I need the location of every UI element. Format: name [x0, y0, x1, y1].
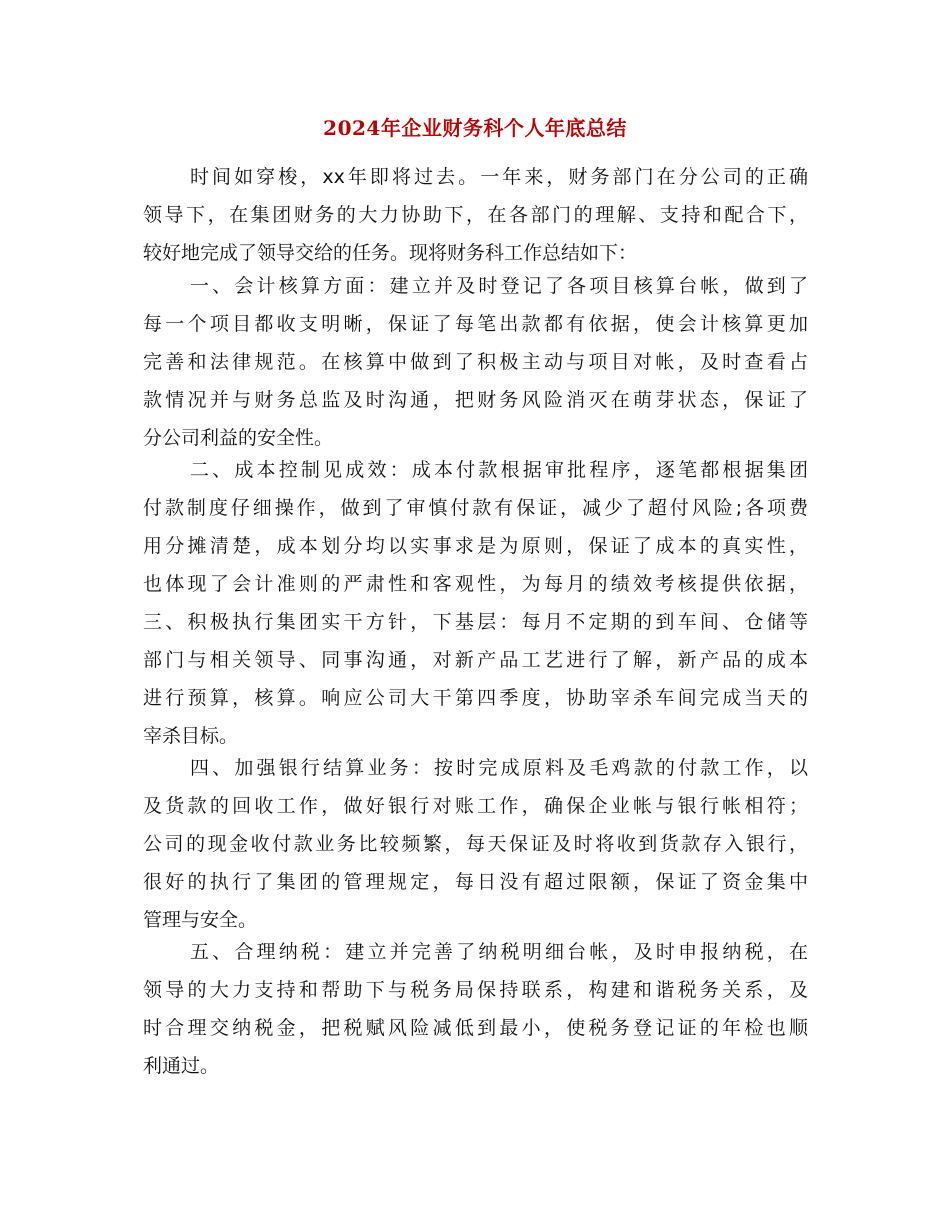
paragraph-line: 每一个项目都收支明晰，保证了每笔出款都有依据，使会计核算更加 [143, 313, 808, 335]
paragraph-line: 公司的现金收付款业务比较频繁，每天保证及时将收到货款存入银行， [143, 833, 808, 855]
paragraph-line: 款情况并与财务总监及时沟通，把财务风险消灭在萌芽状态，保证了 [143, 389, 808, 411]
paragraph-line: 分公司利益的安全性。 [143, 427, 334, 449]
paragraph-line: 很好的执行了集团的管理规定，每日没有超过限额，保证了资金集中 [143, 871, 808, 893]
document-title: 2024年企业财务科个人年底总结 [323, 116, 627, 140]
paragraph-line: 宰杀目标。 [143, 725, 239, 747]
paragraph-line: 管理与安全。 [143, 909, 258, 931]
paragraph-line: 用分摊清楚，成本划分均以实事求是为原则，保证了成本的真实性， [143, 535, 808, 557]
paragraph-line: 二、成本控制见成效：成本付款根据审批程序，逐笔都根据集团 [190, 459, 808, 481]
paragraph-line: 三、积极执行集团实干方针，下基层：每月不定期的到车间、仓储等 [143, 611, 808, 633]
paragraph-line: 完善和法律规范。在核算中做到了积极主动与项目对帐，及时查看占 [143, 351, 808, 373]
paragraph-line: 也体现了会计准则的严肃性和客观性，为每月的绩效考核提供依据， [143, 573, 808, 595]
paragraph-line: 时间如穿梭，xx年即将过去。一年来，财务部门在分公司的正确 [190, 166, 808, 188]
paragraph-line: 时合理交纳税金，把税赋风险减低到最小，使税务登记证的年检也顺 [143, 1017, 808, 1039]
paragraph-line: 较好地完成了领导交给的任务。现将财务科工作总结如下： [143, 242, 638, 264]
paragraph-line: 利通过。 [143, 1055, 220, 1077]
paragraph-line: 及货款的回收工作，做好银行对账工作，确保企业帐与银行帐相符； [143, 795, 808, 817]
paragraph-line: 部门与相关领导、同事沟通，对新产品工艺进行了解，新产品的成本 [143, 649, 808, 671]
paragraph-line: 一、会计核算方面：建立并及时登记了各项目核算台帐，做到了 [190, 275, 808, 297]
paragraph-line: 四、加强银行结算业务：按时完成原料及毛鸡款的付款工作，以 [190, 757, 808, 779]
paragraph-line: 进行预算，核算。响应公司大干第四季度，协助宰杀车间完成当天的 [143, 687, 808, 709]
paragraph-line: 领导的大力支持和帮助下与税务局保持联系，构建和谐税务关系，及 [143, 979, 808, 1001]
paragraph-line: 付款制度仔细操作，做到了审慎付款有保证，减少了超付风险;各项费 [143, 497, 808, 519]
paragraph-line: 五、合理纳税：建立并完善了纳税明细台帐，及时申报纳税，在 [190, 941, 808, 963]
paragraph-line: 领导下，在集团财务的大力协助下，在各部门的理解、支持和配合下， [143, 204, 808, 226]
